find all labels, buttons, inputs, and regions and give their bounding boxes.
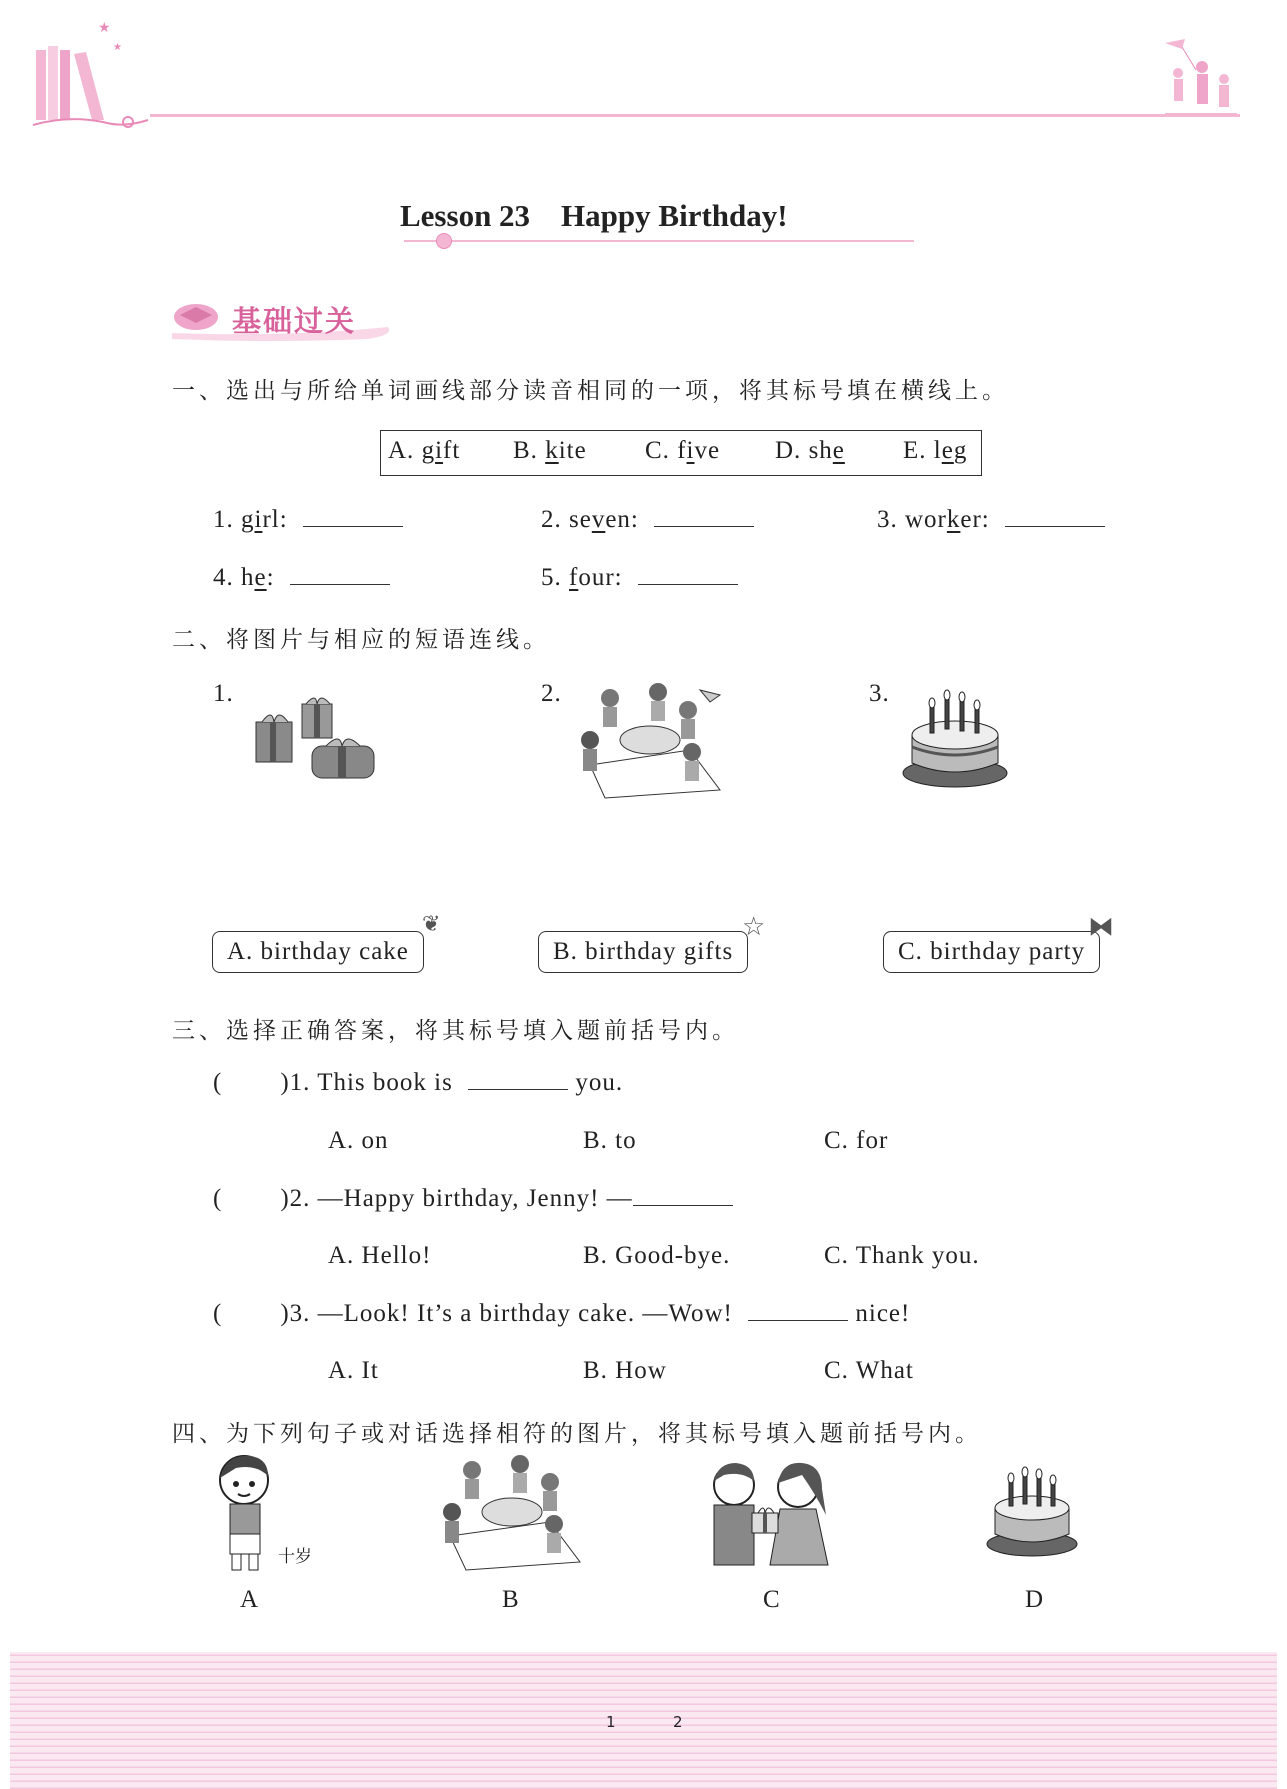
cake-picture[interactable] xyxy=(985,1460,1080,1560)
q1-item-1: 1. girl: xyxy=(213,506,403,534)
bow-icon: ⧓ xyxy=(1088,912,1114,942)
party-picture[interactable] xyxy=(432,1450,587,1572)
answer-blank[interactable] xyxy=(1005,506,1105,527)
page-number-left: 1 xyxy=(606,1713,616,1731)
answer-paren[interactable]: ( xyxy=(213,1069,223,1096)
q4-label-a: A xyxy=(240,1586,260,1613)
q2-picture-1-num: 1. xyxy=(213,680,234,707)
answer-blank[interactable] xyxy=(303,506,403,527)
q3-q2-option-b: B. Good-bye. xyxy=(583,1242,731,1269)
header-decoration-left xyxy=(28,20,158,130)
birthday-party-picture[interactable] xyxy=(570,680,725,800)
title-underline-dot xyxy=(436,233,452,249)
answer-blank[interactable] xyxy=(748,1300,848,1321)
age-note: 十岁 xyxy=(278,1547,312,1567)
q4-label-c: C xyxy=(763,1586,781,1613)
header-decoration-right xyxy=(1160,35,1240,120)
q1-item-2: 2. seven: xyxy=(541,506,754,534)
q3-q3-option-a: A. It xyxy=(328,1357,379,1384)
title-underline xyxy=(404,240,914,242)
q3-question-3: ( )3. —Look! It’s a birthday cake. —Wow! nice! xyxy=(213,1300,911,1327)
q3-q2-option-a: A. Hello! xyxy=(328,1242,432,1269)
q3-q1-option-b: B. to xyxy=(583,1127,637,1154)
q2-picture-2-num: 2. xyxy=(541,680,562,707)
footer-band xyxy=(10,1652,1277,1789)
q2-heading: 二、将图片与相应的短语连线。 xyxy=(172,627,550,653)
boy-picture[interactable] xyxy=(206,1450,286,1575)
q4-label-b: B xyxy=(502,1586,520,1613)
q1-option-a: A. gift xyxy=(388,437,461,464)
svg-text:★: ★ xyxy=(98,20,111,36)
answer-paren[interactable]: ( xyxy=(213,1300,223,1327)
gift-boxes-picture[interactable] xyxy=(252,690,380,785)
q3-q1-option-c: C. for xyxy=(824,1127,889,1154)
q1-option-c: C. five xyxy=(645,437,721,464)
q4-heading: 四、为下列句子或对话选择相符的图片，将其标号填入题前括号内。 xyxy=(172,1421,982,1447)
star-icon: ☆ xyxy=(742,912,766,942)
q3-q2-option-c: C. Thank you. xyxy=(824,1242,980,1269)
q2-picture-3-num: 3. xyxy=(869,680,890,707)
answer-blank[interactable] xyxy=(290,564,390,585)
q4-label-d: D xyxy=(1025,1586,1045,1613)
svg-text:★: ★ xyxy=(113,42,122,53)
lesson-title: Lesson 23 Happy Birthday! xyxy=(400,198,788,233)
q1-item-5: 5. four: xyxy=(541,564,738,592)
q3-question-2: ( )2. —Happy birthday, Jenny! — xyxy=(213,1185,733,1213)
q1-option-d: D. she xyxy=(775,437,845,464)
q3-q3-option-b: B. How xyxy=(583,1357,667,1384)
q3-heading: 三、选择正确答案，将其标号填入题前括号内。 xyxy=(172,1018,739,1044)
gift-giving-picture[interactable] xyxy=(698,1455,838,1575)
q1-heading: 一、选出与所给单词画线部分读音相同的一项，将其标号填在横线上。 xyxy=(172,378,1009,404)
birthday-cake-picture[interactable] xyxy=(900,685,1010,790)
header-line xyxy=(150,114,1240,117)
q1-item-3: 3. worker: xyxy=(877,506,1105,534)
page-number-right: 2 xyxy=(673,1713,683,1731)
sprout-icon: ❦ xyxy=(422,912,441,937)
answer-blank[interactable] xyxy=(633,1185,733,1206)
q3-q1-option-a: A. on xyxy=(328,1127,389,1154)
q3-q3-option-c: C. What xyxy=(824,1357,914,1384)
q3-question-1: ( )1. This book is you. xyxy=(213,1069,624,1096)
phrase-birthday-gifts[interactable]: B. birthday gifts xyxy=(538,931,748,973)
answer-blank[interactable] xyxy=(468,1069,568,1090)
answer-paren[interactable]: ( xyxy=(213,1185,223,1212)
q1-option-b: B. kite xyxy=(513,437,587,464)
q1-option-e: E. leg xyxy=(903,437,968,464)
phrase-birthday-party[interactable]: C. birthday party xyxy=(883,931,1100,973)
q1-item-4: 4. he: xyxy=(213,564,390,592)
section-tag-label: 基础过关 xyxy=(232,304,357,338)
answer-blank[interactable] xyxy=(638,564,738,585)
answer-blank[interactable] xyxy=(654,506,754,527)
phrase-birthday-cake[interactable]: A. birthday cake xyxy=(212,931,424,973)
